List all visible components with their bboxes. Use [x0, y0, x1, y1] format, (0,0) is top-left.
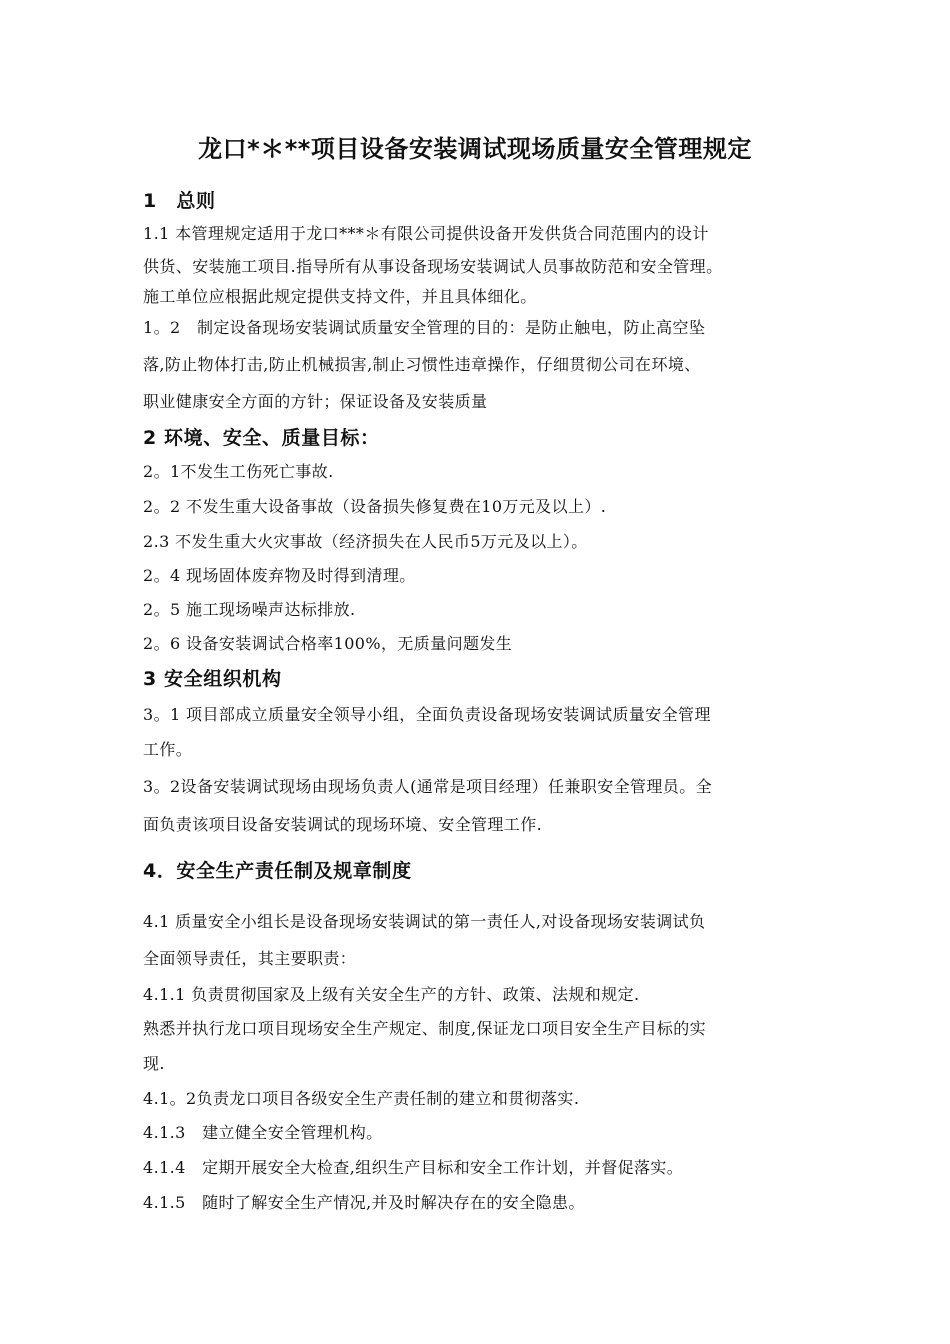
- paragraph-line: 供货、安装施工项目.指导所有从事设备现场安装调试人员事故防范和安全管理。: [143, 257, 723, 276]
- paragraph-line: 2.3 不发生重大火灾事故（经济损失在人民币5万元及以上）。: [143, 532, 588, 551]
- paragraph-line: 2。1不发生工伤死亡事故.: [143, 462, 334, 481]
- paragraph-line: 4.1。2负责龙口项目各级安全生产责任制的建立和贯彻落实.: [143, 1089, 580, 1108]
- document-title: 龙口*＊**项目设备安装调试现场质量安全管理规定: [198, 135, 752, 163]
- paragraph-line: 职业健康安全方面的方针；保证设备及安装质量: [143, 392, 488, 411]
- paragraph-line: 3。2设备安装调试现场由现场负责人(通常是项目经理）任兼职安全管理员。全: [143, 777, 713, 796]
- paragraph-line: 2。5 施工现场噪声达标排放.: [143, 600, 356, 619]
- paragraph-line: 4.1.5 随时了解安全生产情况,并及时解决存在的安全隐患。: [143, 1193, 585, 1212]
- paragraph-line: 现.: [143, 1054, 165, 1073]
- paragraph-line: 2。2 不发生重大设备事故（设备损失修复费在10万元及以上）.: [143, 497, 607, 516]
- section-heading-2: 2 环境、安全、质量目标：: [143, 427, 380, 449]
- paragraph-line: 面负责该项目设备安装调试的现场环境、安全管理工作.: [143, 815, 543, 834]
- paragraph-line: 工作。: [143, 740, 193, 759]
- section-heading-1: 1 总则: [143, 190, 216, 212]
- paragraph-line: 1。2 制定设备现场安装调试质量安全管理的目的：是防止触电，防止高空坠: [143, 318, 706, 337]
- paragraph-line: 2。6 设备安装调试合格率100%，无质量问题发生: [143, 634, 513, 653]
- paragraph-line: 全面领导责任，其主要职责：: [143, 949, 357, 968]
- paragraph-line: 落,防止物体打击,防止机械损害,制止习惯性违章操作，仔细贯彻公司在环境、: [143, 355, 701, 374]
- section-heading-3: 3 安全组织机构: [143, 668, 282, 690]
- paragraph-line: 3。1 项目部成立质量安全领导小组，全面负责设备现场安装调试质量安全管理: [143, 705, 711, 724]
- section-heading-4: 4．安全生产责任制及规章制度: [143, 860, 412, 882]
- paragraph-line: 4.1.3 建立健全安全管理机构。: [143, 1123, 383, 1142]
- paragraph-line: 4.1 质量安全小组长是设备现场安装调试的第一责任人,对设备现场安装调试负: [143, 912, 706, 931]
- paragraph-line: 1.1 本管理规定适用于龙口***＊有限公司提供设备开发供货合同范围内的设计: [143, 224, 709, 243]
- paragraph-line: 2。4 现场固体废弃物及时得到清理。: [143, 566, 416, 585]
- paragraph-line: 熟悉并执行龙口项目现场安全生产规定、制度,保证龙口项目安全生产目标的实: [143, 1019, 707, 1038]
- paragraph-line: 施工单位应根据此规定提供支持文件，并且具体细化。: [143, 287, 537, 306]
- paragraph-line: 4.1.4 定期开展安全大检查,组织生产目标和安全工作计划，并督促落实。: [143, 1158, 684, 1177]
- paragraph-line: 4.1.1 负责贯彻国家及上级有关安全生产的方针、政策、法规和规定.: [143, 985, 640, 1004]
